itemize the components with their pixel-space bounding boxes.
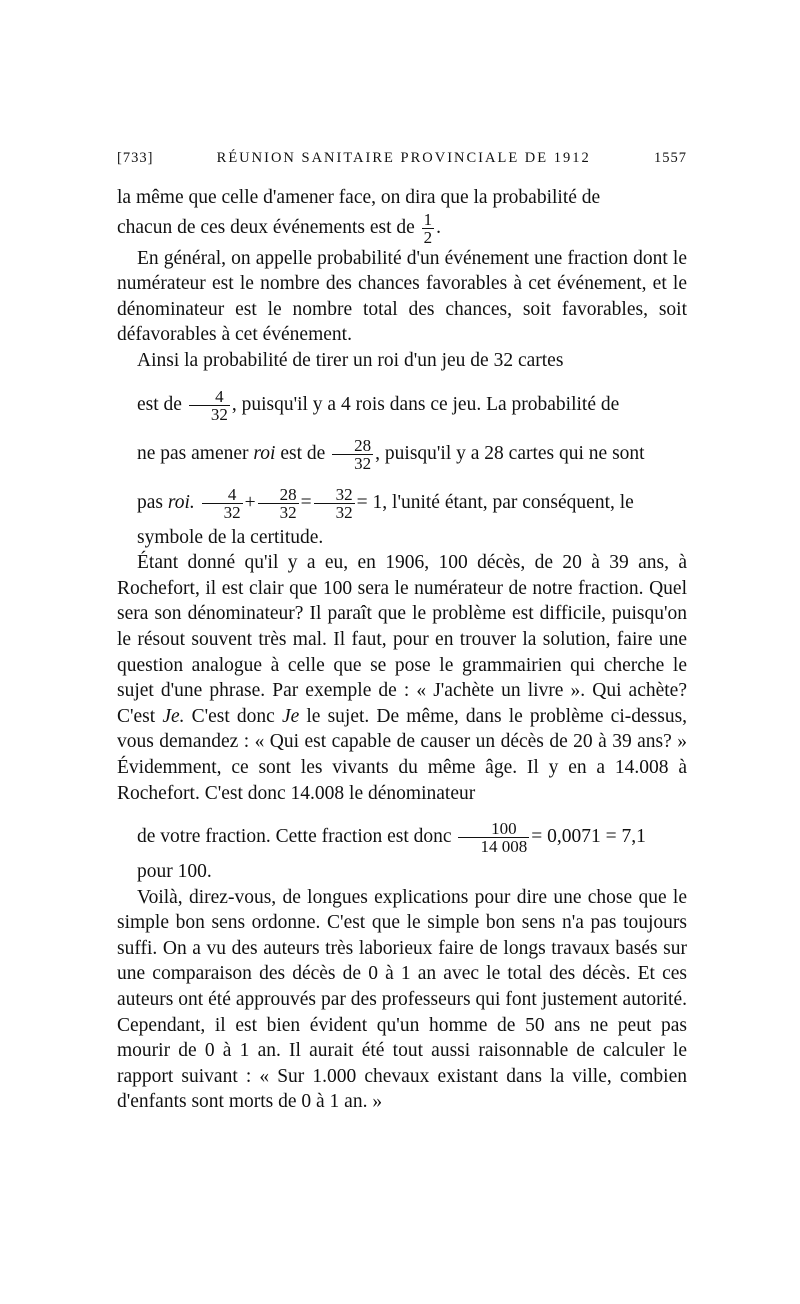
paragraph-1 [117,185,687,246]
running-title: RÉUNION SANITAIRE PROVINCIALE DE 1912 [216,150,591,166]
text-segment: est de [137,393,182,415]
page-number: 1557 [654,150,687,166]
paragraph-4 [117,550,687,885]
italic-word: roi. [167,491,195,513]
text-segment: est de [280,442,326,464]
italic-word: Je. [162,705,185,727]
text-line: symbole de la certitude. [137,526,324,548]
italic-word: roi [253,442,276,464]
page-ref: [733] [117,150,154,166]
paragraph-2: En général, on appelle probabilité d'un événement une fraction dont le numérateur est le nombre des chances favorables à cet événement, et le dénominateur est le nombre total des chances, soit favorables, soit défavorables à cet événement. [117,247,687,346]
text-segment: Étant donné qu'il y a eu, en 1906, 100 décès, de 20 à 39 ans, à Rochefort, il est clair que 100 sera le numérateur de notre fraction. Quel sera son dénominateur? Il paraît que le problème est difficile, puisqu'on le résout souvent très mal. Il faut, pour en trouver la solution, faire une question analogue à celle que se pose le grammairien qui cherche le sujet d'une phrase. Par exemple de : « J'achète un livre ». Qui achète? C'est [117,552,687,727]
fraction-denominator: 32 [314,503,355,521]
fraction-4-32 [202,486,243,521]
text-segment: . [436,216,442,238]
fraction-numerator: 28 [354,435,372,455]
text-line-equation [117,486,687,521]
fraction-numerator: 100 [491,819,517,839]
text-segment: , puisqu'il y a 4 rois dans ce jeu. La probabilité de [231,393,620,415]
fraction-28-32 [258,486,299,521]
fraction-numerator: 28 [279,484,297,504]
running-header [117,150,687,167]
paragraph-5: Voilà, direz-vous, de longues explications pour dire une chose que le simple bon sens ordonne. C'est que le simple bon sens n'a pas toujours suffi. On a vu des auteurs très laborieux faire de longs travaux basés sur une comparaison des décès de 0 à 1 an avec le total des décès. Et ces auteurs ont été approuvés par des professeurs qui font justement autorité. Cependant, il est bien évident qu'un homme de 50 ans ne peut pas mourir de 0 à 1 an. Il aurait été tout aussi raisonnable de calculer le rapport suivant : « Sur 1.000 chevaux existant dans la ville, combien d'enfants sont morts de 0 à 1 an. » [117,886,687,1113]
fraction-32-32 [314,486,355,521]
text-segment: pas [137,491,163,513]
book-page [117,150,687,1115]
fraction-4-32 [189,388,230,423]
fraction-100-14008 [458,820,529,855]
paragraph-3 [117,348,687,550]
text-segment: , puisqu'il y a 28 cartes qui ne sont [375,442,645,464]
equals-sign: = [300,491,312,513]
text-segment: = 1, l'unité étant, par conséquent, le [356,491,634,513]
fraction-denominator: 32 [189,405,230,423]
fraction-numerator: 1 [423,209,433,229]
text-line: pour 100. [137,861,212,883]
text-segment: ne pas amener [137,442,249,464]
text-segment: = 0,0071 = 7,1 [531,826,646,848]
fraction-denominator: 2 [423,227,433,247]
plus-sign: + [244,491,256,513]
fraction-numerator: 4 [215,386,224,406]
fraction-28-32 [332,437,373,472]
text-line-fraction [117,820,687,855]
text-line-fraction [117,211,687,246]
fraction-denominator: 32 [258,503,299,521]
fraction-numerator: 4 [227,484,237,504]
text-line: la même que celle d'amener face, on dira que la probabilité de [117,187,601,208]
text-segment: chacun de ces deux événements est de [117,216,415,238]
text-segment: de votre fraction. Cette fraction est donc [137,826,452,848]
text-line-fraction [117,388,687,423]
text-segment: Ainsi la probabilité de tirer un roi d'un jeu de 32 cartes [137,349,564,371]
fraction-denominator: 32 [202,503,243,521]
fraction-one-half [422,211,435,246]
italic-word: Je [281,705,300,727]
fraction-denominator: 14 008 [458,837,529,855]
text-segment: le sujet. De même, dans le problème ci-dessus, vous demandez : « Qui est capable de causer un décès de 20 à 39 ans? » Évidemment, ce sont les vivants du même âge. Il y en a 14.008 à Rochefort. C'est donc 14.008 le dénominateur [117,705,688,804]
page-body [117,185,687,1115]
fraction-numerator: 32 [335,484,353,504]
fraction-denominator: 32 [332,454,373,472]
text-segment: C'est donc [191,705,275,727]
text-line-fraction [117,437,687,472]
